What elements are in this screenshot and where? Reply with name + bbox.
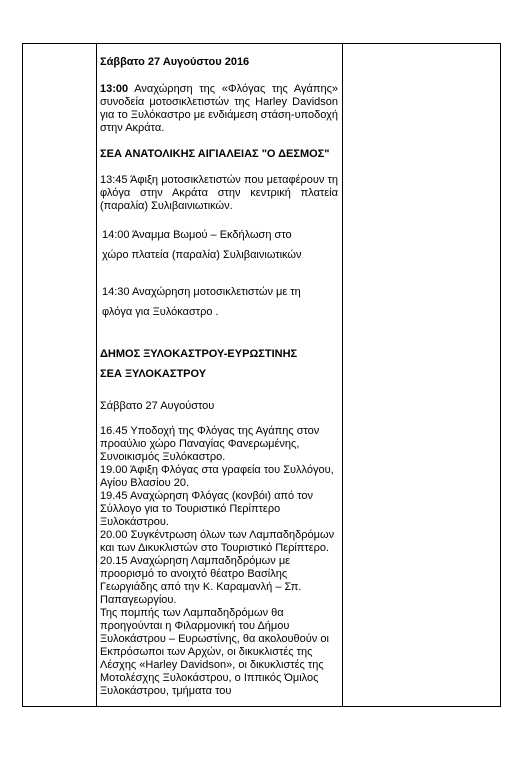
schedule-item: 19.00 Άφιξη Φλόγας στα γραφεία του Συλλόγου, Αγίου Βλασίου 20. (100, 464, 334, 489)
paragraph-departure (100, 83, 338, 135)
sea-heading: ΣΕΑ ΑΝΑΤΟΛΙΚΗΣ ΑΙΓΙΑΛΕΙΑΣ "Ο ΔΕΣΜΟΣ" (100, 148, 330, 160)
date-heading: Σάββατο 27 Αυγούστου 2016 (100, 56, 250, 68)
schedule-item: 19.45 Αναχώρηση Φλόγας (κονβόι) από τον Σύλλογο για το Τουριστικό Περίπτερο Ξυλοκάστρου. (100, 490, 314, 528)
dimos-heading: ΔΗΜΟΣ ΞΥΛΟΚΑΣΤΡΟΥ-ΕΥΡΩΣΤΙΝΗΣ (100, 348, 298, 360)
schedule-item: 16.45 Υποδοχή της Φλόγας της Αγάπης στον προαύλιο χώρο Παναγίας Φανερωμένης, Συνοικισμός Ξυλόκαστρο. (100, 425, 320, 463)
paragraph-altar-line1: 14:00 Άναμμα Βωμού – Εκδήλωση στο (102, 229, 292, 241)
paragraph-altar-line2: χώρο πλατεία (παραλία) Συλιβαινιωτικών (102, 249, 302, 261)
schedule-cell-content (100, 56, 338, 698)
column-divider-left (96, 44, 97, 706)
date-subheading: Σάββατο 27 Αυγούστου (100, 400, 215, 412)
paragraph-departure-xylokastro-line1: 14:30 Αναχώρηση μοτοσικλετιστών με τη (102, 286, 301, 298)
column-divider-right (342, 44, 343, 706)
paragraph-arrival: 13:45 Άφιξη μοτοσικλετιστών που μεταφέρουν τη φλόγα στην Ακράτα στην κεντρική πλατεία (παραλία) Συλιβαινιωτικών. (100, 174, 338, 212)
schedule-item: Της πομπής των Λαμπαδηδρόμων θα προηγούνται η Φιλαρμονική του Δήμου Ξυλοκάστρου – Ευρωστίνης, θα ακολουθούν οι Εκπρόσωποι των Αρχών, οι δικυκλιστές της Λέσχης «Harley Davidson», οι δικυκλιστές της Μοτολέσχης Ξυλοκάστρου, ο Ιππικός Όμιλος Ξυλοκάστρου, τμήματα του (100, 607, 329, 697)
paragraph-departure-xylokastro-line2: φλόγα για Ξυλόκαστρο . (102, 306, 219, 318)
departure-time: 13:00 (100, 83, 129, 95)
schedule-item: 20.00 Συγκέντρωση όλων των Λαμπαδηδρόμων και των Δικυκλιστών στο Τουριστικό Περίπτερο. (100, 529, 335, 554)
schedule-item: 20.15 Αναχώρηση Λαμπαδηδρόμων με προορισμό το ανοιχτό θέατρο Βασίλης Γεωργιάδης από την Κ. Καραμανλή – Σπ. Παπαγεωργίου. (100, 555, 302, 606)
departure-text: Αναχώρηση της «Φλόγας της Αγάπης» συνοδεία μοτοσικλετιστών της Harley Davidson για το Ξυλόκαστρο με ενδιάμεση στάση-υποδοχή στην Ακράτα. (100, 83, 338, 134)
sea-xylokastro-heading: ΣΕΑ ΞΥΛΟΚΑΣΤΡΟΥ (100, 368, 207, 380)
